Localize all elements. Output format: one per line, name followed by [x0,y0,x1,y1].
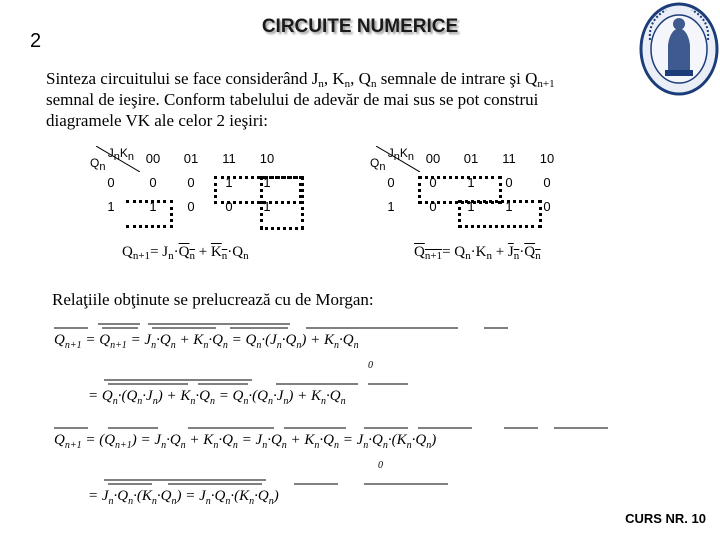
sub: n+1 [537,78,555,90]
formula-row-3: $Q_{n+1} = (Q_{n+1}) = J_n\cdot Q_n + K_n\cdot Q_n = J_n\cdot Q_n + K_n\cdot Q_n = J_n\cdot Q_n\cdot(K_n\cdot Q_n)$ [54,432,437,451]
kv-cell: 1 [467,174,475,190]
kv-col-header: 11 [502,150,516,166]
equation-left: $Q_{n+1}= J_n\cdot Q_n + K_n\cdot Q_n$ [122,244,249,262]
kv-cell: 1 [263,174,271,190]
kv-col-header: 00 [425,150,441,166]
kv-cell: 1 [505,198,513,214]
intro-text: , Q [350,69,371,88]
kv-group-loop [126,200,173,228]
de-morgan-formulas [48,318,688,508]
intro-text: semnale de intrare şi Q [376,69,538,88]
kv-col-header: 11 [222,150,236,166]
kv-row-header: 0 [107,174,115,190]
formula-row-4: = $J_n\cdot Q_n\cdot(K_n\cdot Q_n) = J_n\cdot Q_n\cdot(K_n\cdot Q_n)$ [88,488,279,507]
sub: n [318,78,324,90]
kv-cell: 1 [225,174,233,190]
kv-cell: 1 [263,198,271,214]
kv-group-loop [260,176,304,230]
kv-corner [88,146,134,173]
kv-cell: 0 [429,198,437,214]
kv-corner [368,146,414,173]
kv-q-label: $Q_n$ [370,156,386,173]
intro-paragraph [46,68,606,131]
intro-text: Sinteza circuitului se face considerând J [46,69,319,88]
zero-annotation: 0 [378,460,383,471]
intro-text: semnal de ieşire. Conform tabelului de adevăr de mai sus se pot construi diagramele VK ale celor 2 ieşiri: [46,90,539,130]
formula-row-1: $Q_{n+1} = Q_{n+1} = J_n\cdot Q_n + K_n\cdot Q_n = Q_n\cdot(J_n\cdot Q_n) + K_n\cdot Q_n$ [54,332,359,351]
kv-cell: 0 [505,174,513,190]
slide-number: 2 [30,30,42,52]
kv-col-header: 01 [183,150,199,166]
kv-col-header: 00 [145,150,161,166]
slide-title: CIRCUITE NUMERICE [261,16,459,37]
sub: n [344,78,351,90]
kv-col-header: 01 [463,150,479,166]
kv-cell: 0 [429,174,437,190]
kv-q-label: $Q_n$ [90,156,106,173]
kv-jk-label: $J_nK_n$ [107,146,134,163]
sub: n [370,78,377,90]
kv-cell: 0 [543,198,551,214]
formula-row-2: = $Q_n\cdot(Q_n\cdot J_n) + K_n\cdot Q_n = Q_n\cdot(Q_n\cdot J_n) + K_n\cdot Q_n$ [88,388,346,407]
kv-cell: 0 [543,174,551,190]
equation-right: $Q_{n+1}= Q_n\cdot K_n + J_n\cdot Q_n$ [414,244,541,262]
kv-col-header: 10 [259,150,275,166]
kv-cell: 0 [187,174,195,190]
footer-course-number: CURS NR. 10 [625,511,706,526]
intro-text: , K [323,69,345,88]
kv-row-header: 0 [387,174,395,190]
kv-cell: 0 [225,198,233,214]
kv-jk-label: $J_nK_n$ [387,146,414,163]
kv-col-header: 10 [539,150,555,166]
morgan-heading: Relaţiile obţinute se prelucrează cu de Morgan: [52,290,374,309]
kv-cell: 0 [187,198,195,214]
kv-cell: 0 [149,174,157,190]
university-seal-logo [638,0,720,98]
kv-row-header: 1 [387,198,395,214]
kv-cell: 1 [467,198,475,214]
zero-annotation: 0 [368,360,373,371]
kv-cell: 1 [149,198,157,214]
kv-group-loop [458,200,542,228]
kv-row-header: 1 [107,198,115,214]
